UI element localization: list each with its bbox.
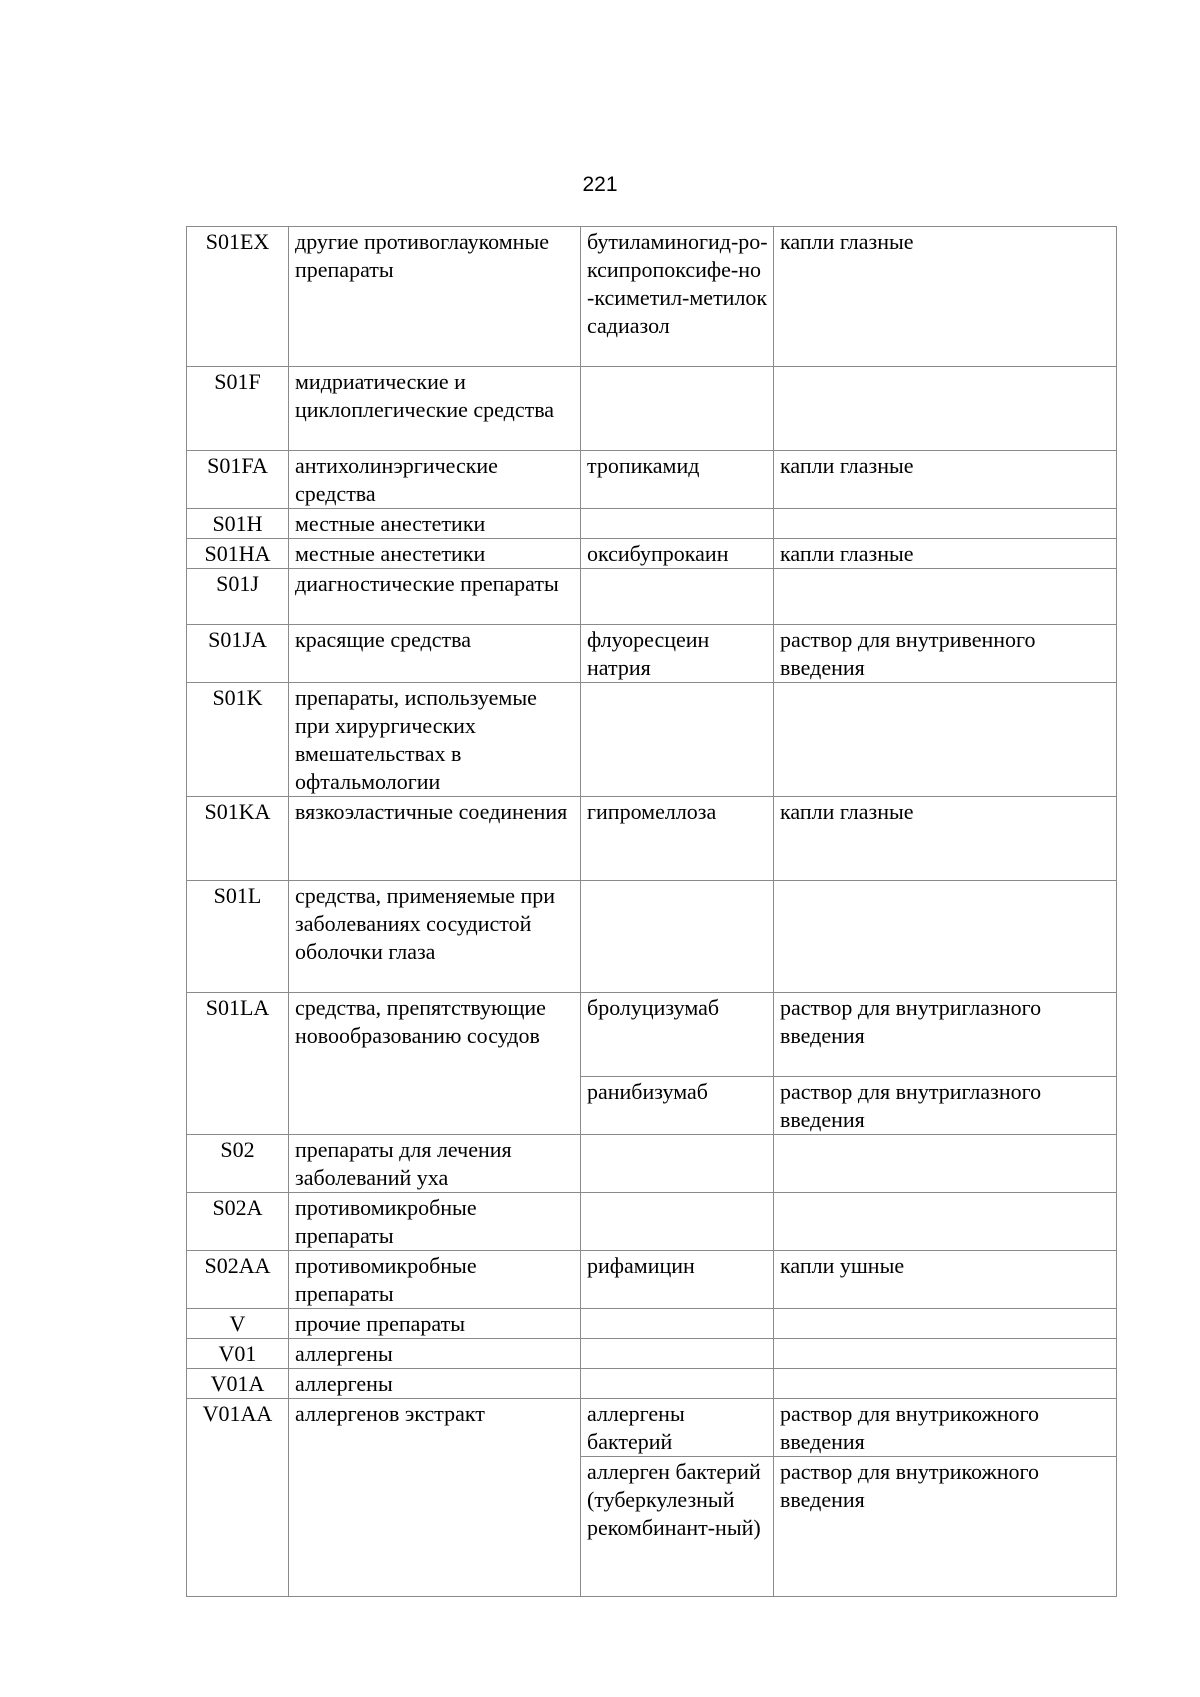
- drug-name-cell: [581, 227, 774, 367]
- dosage-form-cell: [774, 1193, 1117, 1251]
- page-number: 221: [582, 173, 618, 196]
- drug-name-cell: [581, 1309, 774, 1339]
- drug-name-cell: [581, 367, 774, 451]
- group-name-cell: прочие препараты: [289, 1309, 581, 1339]
- dosage-form-cell: [774, 683, 1117, 797]
- atc-code-cell: S01F: [187, 367, 289, 451]
- group-name-cell: красящие средства: [289, 625, 581, 683]
- dosage-form-cell: [774, 1135, 1117, 1193]
- atc-code-cell: S02: [187, 1135, 289, 1193]
- drug-name-cell: [581, 569, 774, 625]
- group-name-cell: противомикробные препараты: [289, 1193, 581, 1251]
- table-row: [187, 797, 1117, 881]
- group-name-cell: противомикробные препараты: [289, 1251, 581, 1309]
- table-row: [187, 1309, 1117, 1339]
- dosage-form-cell: капли глазные: [774, 797, 1117, 881]
- dosage-form-cell: [774, 881, 1117, 993]
- group-name-cell: аллергенов экстракт: [289, 1399, 581, 1597]
- dosage-form-cell: раствор для внутривенного введения: [774, 625, 1117, 683]
- dosage-form-cell: [774, 1369, 1117, 1399]
- dosage-form-cell: раствор для внутрикожного введения: [774, 1457, 1117, 1597]
- drug-name-cell: флуоресцеин натрия: [581, 625, 774, 683]
- drug-name-cell: гипромеллоза: [581, 797, 774, 881]
- atc-code-cell: S01L: [187, 881, 289, 993]
- dosage-form-cell: [774, 569, 1117, 625]
- drug-name-cell: аллерген бактерий (туберкулезный рекомбинант-ный): [581, 1457, 774, 1597]
- table-row: [187, 1399, 1117, 1457]
- group-name-cell: средства, применяемые при заболеваниях сосудистой оболочки глаза: [289, 881, 581, 993]
- drug-classification-table: [186, 226, 1117, 1597]
- dosage-form-cell: раствор для внутриглазного введения: [774, 993, 1117, 1077]
- drug-name-cell: [581, 1193, 774, 1251]
- group-name-cell: другие противоглаукомные препараты: [289, 227, 581, 367]
- dosage-form-cell: раствор для внутриглазного введения: [774, 1077, 1117, 1135]
- atc-code-cell: S01H: [187, 509, 289, 539]
- drug-name-cell: [581, 509, 774, 539]
- table-row: [187, 1251, 1117, 1309]
- atc-code-cell: S01FA: [187, 451, 289, 509]
- dosage-form-cell: [774, 367, 1117, 451]
- atc-code-cell: V: [187, 1309, 289, 1339]
- table-row: [187, 881, 1117, 993]
- drug-name-cell: [581, 1339, 774, 1369]
- drug-name-cell: [581, 1369, 774, 1399]
- drug-name-cell: [581, 1135, 774, 1193]
- group-name-cell: мидриатические и циклоплегические средства: [289, 367, 581, 451]
- atc-code-cell: V01AA: [187, 1399, 289, 1597]
- table-row: [187, 1193, 1117, 1251]
- table-row: [187, 569, 1117, 625]
- drug-name-cell: рифамицин: [581, 1251, 774, 1309]
- table-row: [187, 1369, 1117, 1399]
- dosage-form-cell: [774, 509, 1117, 539]
- atc-code-cell: S02A: [187, 1193, 289, 1251]
- table-row: [187, 227, 1117, 367]
- atc-code-cell: S01K: [187, 683, 289, 797]
- drug-name-cell: бролуцизумаб: [581, 993, 774, 1077]
- atc-code-cell: S02AA: [187, 1251, 289, 1309]
- group-name-cell: аллергены: [289, 1339, 581, 1369]
- dosage-form-cell: [774, 1309, 1117, 1339]
- atc-code-cell: S01KA: [187, 797, 289, 881]
- drug-name-cell: аллергены бактерий: [581, 1399, 774, 1457]
- table-row: [187, 1339, 1117, 1369]
- atc-code-cell: V01A: [187, 1369, 289, 1399]
- table-row: [187, 451, 1117, 509]
- table-row: [187, 367, 1117, 451]
- drug-name-cell: тропикамид: [581, 451, 774, 509]
- atc-code-cell: S01EX: [187, 227, 289, 367]
- dosage-form-cell: капли ушные: [774, 1251, 1117, 1309]
- dosage-form-cell: капли глазные: [774, 451, 1117, 509]
- atc-code-cell: S01J: [187, 569, 289, 625]
- table-row: [187, 539, 1117, 569]
- group-name-cell: антихолинэргические средства: [289, 451, 581, 509]
- dosage-form-cell: капли глазные: [774, 227, 1117, 367]
- group-name-cell: диагностические препараты: [289, 569, 581, 625]
- group-name-cell: аллергены: [289, 1369, 581, 1399]
- drug-name-cell: [581, 683, 774, 797]
- group-name-cell: средства, препятствующие новообразованию сосудов: [289, 993, 581, 1135]
- group-name-cell: препараты для лечения заболеваний уха: [289, 1135, 581, 1193]
- drug-name: бутиламиногид-ро-ксипропоксифе-но-ксиметил-метилоксадиазол: [587, 229, 768, 338]
- atc-code-cell: S01JA: [187, 625, 289, 683]
- group-name-cell: препараты, используемые при хирургических вмешательствах в офтальмологии: [289, 683, 581, 797]
- group-name-cell: местные анестетики: [289, 539, 581, 569]
- table-row: [187, 509, 1117, 539]
- table-row: [187, 993, 1117, 1077]
- group-name-cell: местные анестетики: [289, 509, 581, 539]
- table-row: [187, 683, 1117, 797]
- group-name-cell: вязкоэластичные соединения: [289, 797, 581, 881]
- drug-name-cell: [581, 881, 774, 993]
- dosage-form-cell: раствор для внутрикожного введения: [774, 1399, 1117, 1457]
- drug-name-cell: оксибупрокаин: [581, 539, 774, 569]
- atc-code-cell: V01: [187, 1339, 289, 1369]
- dosage-form-cell: [774, 1339, 1117, 1369]
- drug-name-cell: ранибизумаб: [581, 1077, 774, 1135]
- dosage-form-cell: капли глазные: [774, 539, 1117, 569]
- atc-code-cell: S01HA: [187, 539, 289, 569]
- table-row: [187, 1135, 1117, 1193]
- atc-code-cell: S01LA: [187, 993, 289, 1135]
- table-row: [187, 625, 1117, 683]
